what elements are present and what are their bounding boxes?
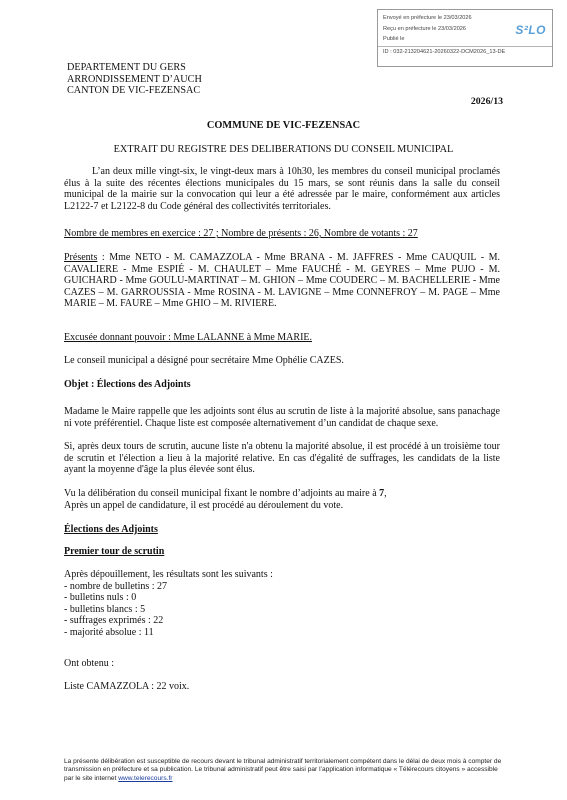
result-blancs: - bulletins blancs : 5: [64, 603, 146, 615]
results-intro: Après dépouillement, les résultats sont les suivants :: [64, 569, 273, 580]
extrait-title: EXTRAIT DU REGISTRE DES DELIBERATIONS DU CONSEIL MUNICIPAL: [113, 144, 454, 155]
appel-line: Après un appel de candidature, il est procédé au déroulement du vote.: [64, 500, 344, 511]
presents-label: Présents: [64, 252, 98, 263]
legal-footer: [64, 758, 504, 783]
stamp-id: ID : 032-213204621-20260322-DCM2026_13-DE: [378, 46, 552, 58]
deliberation-reference: 2026/13: [470, 96, 503, 107]
objet-heading: Objet : Élections des Adjoints: [64, 379, 191, 390]
stamp-publie: Publié le: [383, 36, 405, 42]
s2lo-logo: S²LO: [515, 23, 546, 37]
vu-number: 7: [379, 488, 385, 499]
prefecture-stamp: [377, 9, 553, 67]
vu-prefix: Vu la délibération du conseil municipal fixant le nombre d’adjoints au maire à: [64, 488, 380, 499]
results-block: [64, 569, 500, 639]
result-majorite: - majorité absolue : 11: [64, 626, 154, 638]
telerecours-link[interactable]: www.telerecours.fr: [118, 774, 173, 782]
secretaire-line: Le conseil municipal a désigné pour secrétaire Mme Ophélie CAZES.: [64, 355, 344, 366]
header-departement: DEPARTEMENT DU GERS: [67, 62, 186, 73]
header-canton: CANTON DE VIC-FEZENSAC: [67, 85, 201, 97]
result-nuls: - bulletins nuls : 0: [64, 592, 137, 604]
rappel-paragraph-1: Madame le Maire rappelle que les adjoints sont élus au scrutin de liste à la majorité absolue, sans panachage ni vote préférentiel. Chaque liste est composée alternativement d’un candidat de chaque sexe.: [64, 406, 500, 429]
presents-paragraph: [64, 252, 500, 310]
commune-title: COMMUNE DE VIC-FEZENSAC: [206, 120, 361, 131]
presents-list: : Mme NETO - M. CAMAZZOLA - Mme BRANA - M. JAFFRES - Mme CAUQUIL - M. CAVALIERE - Mme ESPIÉ - M. CHAULET – Mme FAUCHÉ - M. GEYRES – Mme PUJO - M. GUICHARD - Mme GOULU-MARTINAT – M. GHION – Mme COUDERC – M. BACHELLERIE - Mme CAZES – M. GARROUSSIA - Mme ROSINA - M. LAVIGNE – Mme CONNEFROY – M. PAGE – Mme MARIE – M. FAURE – Mme GHIO – M. RIVIERE.: [64, 252, 500, 310]
rappel-paragraph-2: Si, après deux tours de scrutin, aucune liste n'a obtenu la majorité absolue, il est procédé à un troisième tour de scrutin et l'élection a lieu à la majorité relative. En cas d'égalité de suffrages, les candidats de la liste ayant la moyenne d'âge la plus élevée sont élus.: [64, 441, 500, 476]
obtenu-line: Ont obtenu :: [64, 658, 114, 669]
stamp-envoye: Envoyé en préfecture le 23/03/2026: [383, 15, 472, 21]
tour-title: Premier tour de scrutin: [64, 546, 165, 557]
vu-suffix: ,: [384, 488, 387, 499]
vu-line: [64, 488, 500, 500]
result-exprimes: - suffrages exprimés : 22: [64, 615, 164, 627]
footer-text: La présente délibération est susceptible de recours devant le tribunal administratif territorialement compétent dans le délai de deux mois à compter de transmission en préfecture et sa publication. Le tribunal administratif peut être saisi par l’application informatique « Télérecours citoyens » accessible par le site internet: [64, 758, 502, 782]
intro-paragraph: L’an deux mille vingt-six, le vingt-deux mars à 10h30, les membres du conseil municipal proclamés élus à la suite des récentes élections municipales du 15 mars, se sont réunis dans la salle du conseil municipal de la mairie sur la convocation qui leur a été adressée par le maire, conformément aux articles L2122-7 et L2122-8 du Code général des collectivités territoriales.: [64, 166, 500, 212]
membres-line: Nombre de membres en exercice : 27 ; Nombre de présents : 26, Nombre de votants : 27: [64, 228, 418, 239]
header-arrondissement: ARRONDISSEMENT D’AUCH: [67, 73, 202, 85]
excusee-line: Excusée donnant pouvoir : Mme LALANNE à Mme MARIE.: [64, 332, 313, 343]
stamp-recu: Reçu en préfecture le 23/03/2026: [383, 25, 467, 32]
result-bulletins: - nombre de bulletins : 27: [64, 580, 168, 592]
section-title: Élections des Adjoints: [64, 524, 158, 535]
administrative-header: [67, 62, 202, 97]
liste-result: Liste CAMAZZOLA : 22 voix.: [64, 681, 190, 692]
